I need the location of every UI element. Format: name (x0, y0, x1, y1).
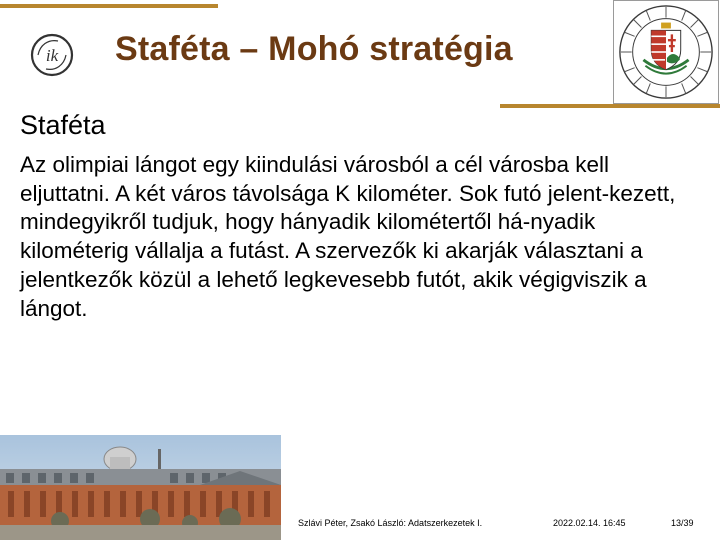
footer-page-number: 13/39 (671, 518, 694, 528)
building-photo (0, 435, 281, 540)
svg-text:ik: ik (45, 46, 59, 65)
body-paragraph: Az olimpiai lángot egy kiindulási városból a cél városba kell eljuttatni. A két város távolsága K kilométer. Sok futó jelent-kezett, mindegyikről tudjuk, hogy hányadik kilométertől há-nyadik kilométerig vállalja a futást. A szervezők ki akarják választani a jelentkezők közül a lehető legkevesebb futót, akik végigviszik a lángot. (20, 152, 676, 321)
slide-subtitle: Staféta (20, 110, 106, 140)
footer-authors: Szlávi Péter, Zsakó László: Adatszerkezetek I. (298, 518, 483, 528)
footer-datetime: 2022.02.14. 16:45 (553, 518, 626, 528)
right-accent-rule (500, 104, 720, 108)
university-seal-icon (613, 0, 719, 104)
ik-logo-icon (30, 33, 74, 77)
slide-title: Staféta – Mohó stratégia (115, 30, 513, 68)
top-accent-rule (0, 4, 218, 8)
